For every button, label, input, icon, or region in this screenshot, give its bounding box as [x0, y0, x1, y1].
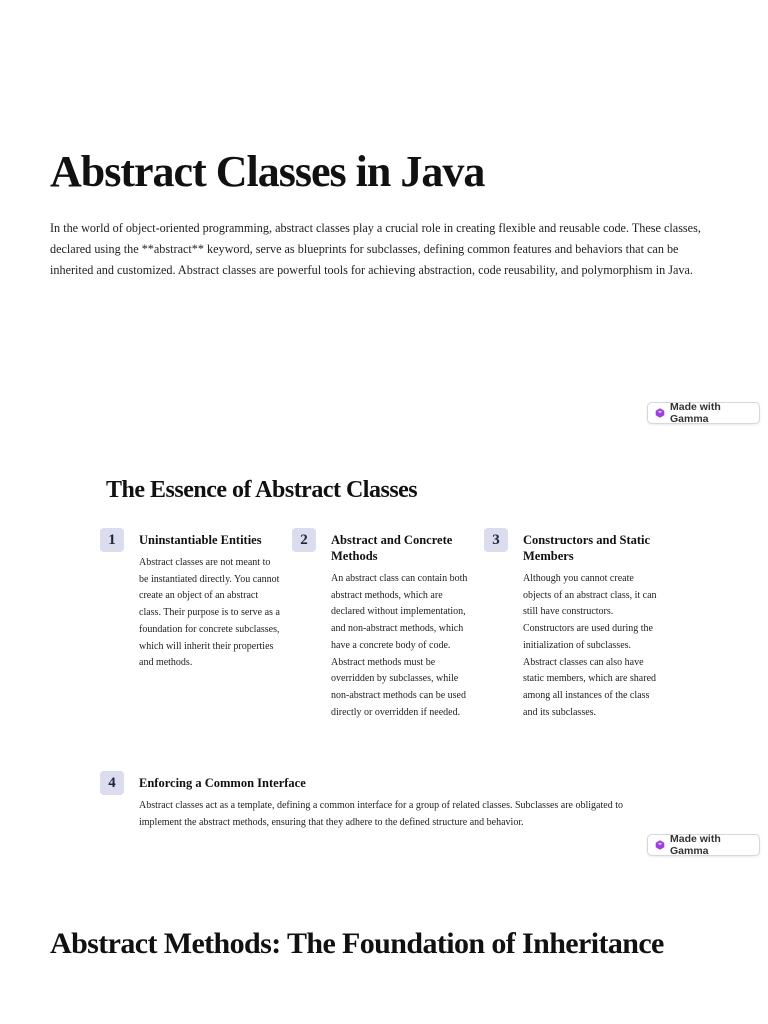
item-number-badge: 1 — [100, 528, 124, 552]
slide-intro-paragraph: In the world of object-oriented programming, abstract classes play a crucial role in creating flexible and reusable code. These classes, declared using the **abstract** keyword, serve as blueprints for subclasses, defining common features and behaviors that can be inherited and customized. Abstract classes are powerful tools for achieving abstraction, code reusability, and polymorphism in Java. — [50, 221, 701, 277]
item-title: Constructors and Static Members — [523, 533, 651, 563]
item-number-badge: 2 — [292, 528, 316, 552]
item-number-badge: 3 — [484, 528, 508, 552]
item-title: Abstract and Concrete Methods — [331, 533, 453, 563]
item-body: Abstract classes are not meant to be instantiated directly. You cannot create an object of an abstract class. Their purpose is to serve as a foundation for concrete subclasses, which will inherit their properties and methods. — [139, 557, 280, 669]
gamma-logo-icon — [655, 840, 665, 850]
gamma-logo-icon — [655, 408, 665, 418]
item-title: Enforcing a Common Interface — [139, 776, 306, 790]
item-body: An abstract class can contain both abstract methods, which are declared without implementation, and non-abstract methods, which have a concrete body of code. Abstract methods must be overridden by subclasses, while non-abstract methods can be used directly or overridden if needed. — [331, 573, 468, 718]
feature-item — [100, 528, 285, 678]
made-with-gamma-label: Made with Gamma — [670, 401, 721, 425]
made-with-gamma-button[interactable] — [647, 402, 760, 424]
item-body: Abstract classes act as a template, defining a common interface for a group of related classes. Subclasses are obligated to implement the abstract methods, ensuring that they adhere to the defined structure and behavior. — [139, 800, 623, 828]
feature-item — [484, 528, 669, 723]
item-number-badge: 4 — [100, 771, 124, 795]
made-with-gamma-label: Made with Gamma — [670, 833, 721, 857]
item-body: Although you cannot create objects of an abstract class, it can still have constructors. Constructors are used during the initialization of subclasses. Abstract classes can also have static members, which are shared among all instances of the class and its subclasses. — [523, 573, 657, 718]
section-title: The Essence of Abstract Classes — [106, 477, 418, 503]
feature-item — [100, 771, 660, 833]
item-title: Uninstantiable Entities — [139, 533, 262, 547]
made-with-gamma-button[interactable] — [647, 834, 760, 856]
feature-item — [292, 528, 477, 723]
slide-title: Abstract Classes in Java — [50, 147, 485, 196]
next-slide-title: Abstract Methods: The Foundation of Inheritance — [50, 927, 664, 960]
